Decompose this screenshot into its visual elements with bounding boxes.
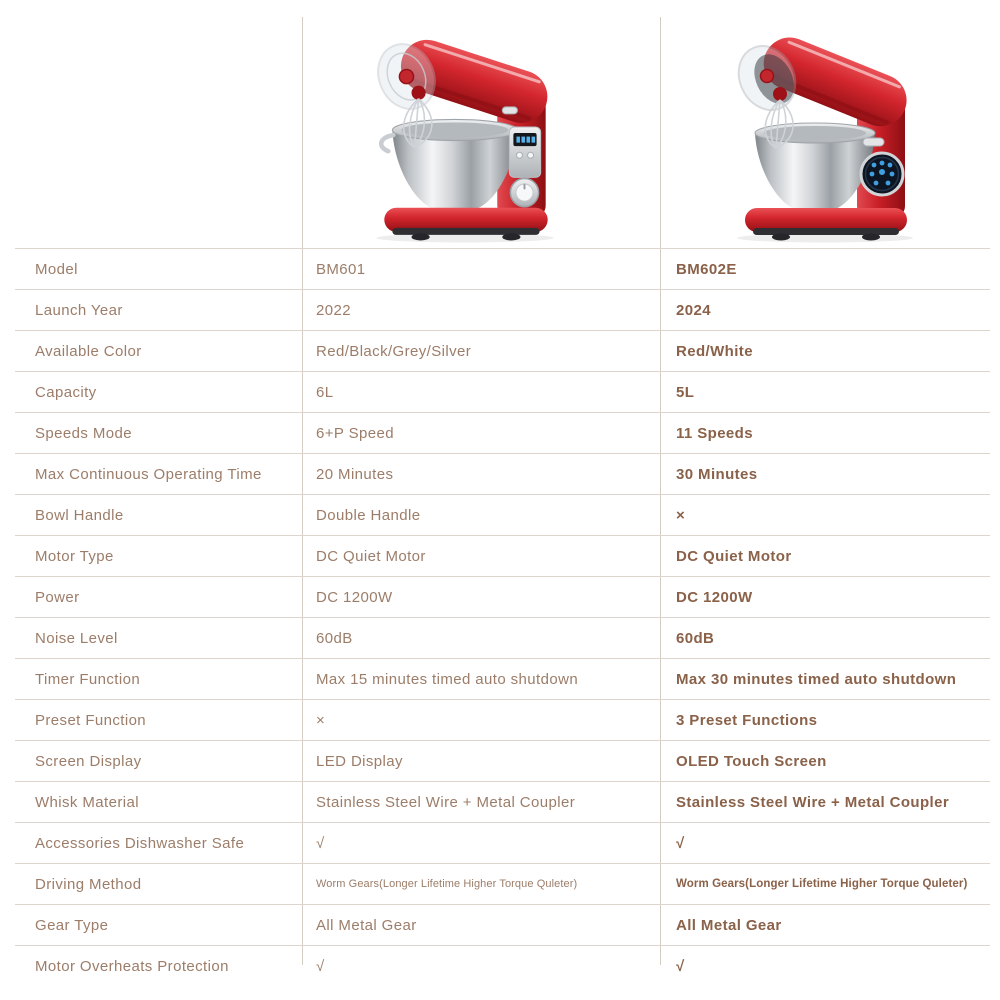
row-label: Preset Function bbox=[35, 711, 147, 729]
row-label: Available Color bbox=[35, 342, 142, 360]
bm602e-value: √ bbox=[676, 834, 685, 852]
bm601-value: 20 Minutes bbox=[316, 465, 394, 483]
table-row bbox=[15, 904, 990, 945]
bm602e-value: BM602E bbox=[676, 260, 737, 278]
row-label: Motor Type bbox=[35, 547, 114, 565]
row-label: Model bbox=[35, 260, 78, 278]
row-label: Driving Method bbox=[35, 875, 142, 893]
table-row bbox=[15, 371, 990, 412]
table-row bbox=[15, 535, 990, 576]
bm601-value: DC Quiet Motor bbox=[316, 547, 426, 565]
bm601-value: 2022 bbox=[316, 301, 351, 319]
bm602e-value: Red/White bbox=[676, 342, 753, 360]
bm602e-value: 30 Minutes bbox=[676, 465, 758, 483]
bm602e-value: Stainless Steel Wire + Metal Coupler bbox=[676, 793, 950, 811]
table-row bbox=[15, 658, 990, 699]
table-row bbox=[15, 945, 990, 986]
bm601-value: 6L bbox=[316, 383, 334, 401]
bm601-value: 6+P Speed bbox=[316, 424, 394, 442]
bm602e-value: 2024 bbox=[676, 301, 711, 319]
table-row bbox=[15, 740, 990, 781]
row-label: Speeds Mode bbox=[35, 424, 132, 442]
bm602e-value: OLED Touch Screen bbox=[676, 752, 827, 770]
table-row bbox=[15, 453, 990, 494]
product-image-bm601 bbox=[352, 10, 582, 244]
bm601-value: DC 1200W bbox=[316, 588, 393, 606]
bm601-value: √ bbox=[316, 957, 325, 975]
table-row bbox=[15, 617, 990, 658]
row-label: Max Continuous Operating Time bbox=[35, 465, 262, 483]
table-row bbox=[15, 289, 990, 330]
row-label: Noise Level bbox=[35, 629, 118, 647]
bm601-value: Max 15 minutes timed auto shutdown bbox=[316, 670, 579, 688]
bm601-value: LED Display bbox=[316, 752, 403, 770]
comparison-table bbox=[15, 248, 990, 986]
bm602e-value: DC Quiet Motor bbox=[676, 547, 792, 565]
bm602e-value: DC 1200W bbox=[676, 588, 753, 606]
row-label: Screen Display bbox=[35, 752, 142, 770]
row-label: Timer Function bbox=[35, 670, 141, 688]
product-image-bm602e bbox=[712, 16, 942, 244]
table-row bbox=[15, 699, 990, 740]
bm601-value: BM601 bbox=[316, 260, 366, 278]
table-row bbox=[15, 412, 990, 453]
bm602e-value: √ bbox=[676, 957, 685, 975]
bm602e-value: Max 30 minutes timed auto shutdown bbox=[676, 670, 957, 688]
bm602e-value: All Metal Gear bbox=[676, 916, 782, 934]
bm601-value: 60dB bbox=[316, 629, 353, 647]
row-label: Bowl Handle bbox=[35, 506, 124, 524]
table-row bbox=[15, 863, 990, 904]
bm601-value: × bbox=[316, 711, 326, 729]
bm602e-value: × bbox=[676, 506, 686, 524]
bm601-value: Double Handle bbox=[316, 506, 421, 524]
row-label: Launch Year bbox=[35, 301, 123, 319]
bm602e-value: 11 Speeds bbox=[676, 424, 753, 442]
bm602e-value: 3 Preset Functions bbox=[676, 711, 818, 729]
bm601-value: Stainless Steel Wire + Metal Coupler bbox=[316, 793, 576, 811]
table-row bbox=[15, 248, 990, 289]
bm602e-value: Worm Gears(Longer Lifetime Higher Torque Quleter) bbox=[676, 878, 968, 890]
row-label: Motor Overheats Protection bbox=[35, 957, 229, 975]
row-label: Power bbox=[35, 588, 80, 606]
row-label: Accessories Dishwasher Safe bbox=[35, 834, 245, 852]
table-row bbox=[15, 330, 990, 371]
table-row bbox=[15, 781, 990, 822]
bm602e-value: 5L bbox=[676, 383, 695, 401]
bm602e-value: 60dB bbox=[676, 629, 715, 647]
table-row bbox=[15, 494, 990, 535]
bm601-value: All Metal Gear bbox=[316, 916, 417, 934]
bm601-value: √ bbox=[316, 834, 325, 852]
row-label: Whisk Material bbox=[35, 793, 139, 811]
table-row bbox=[15, 822, 990, 863]
table-row bbox=[15, 576, 990, 617]
bm601-value: Red/Black/Grey/Silver bbox=[316, 342, 472, 360]
row-label: Capacity bbox=[35, 383, 97, 401]
bm601-value: Worm Gears(Longer Lifetime Higher Torque Quleter) bbox=[316, 878, 578, 890]
row-label: Gear Type bbox=[35, 916, 109, 934]
